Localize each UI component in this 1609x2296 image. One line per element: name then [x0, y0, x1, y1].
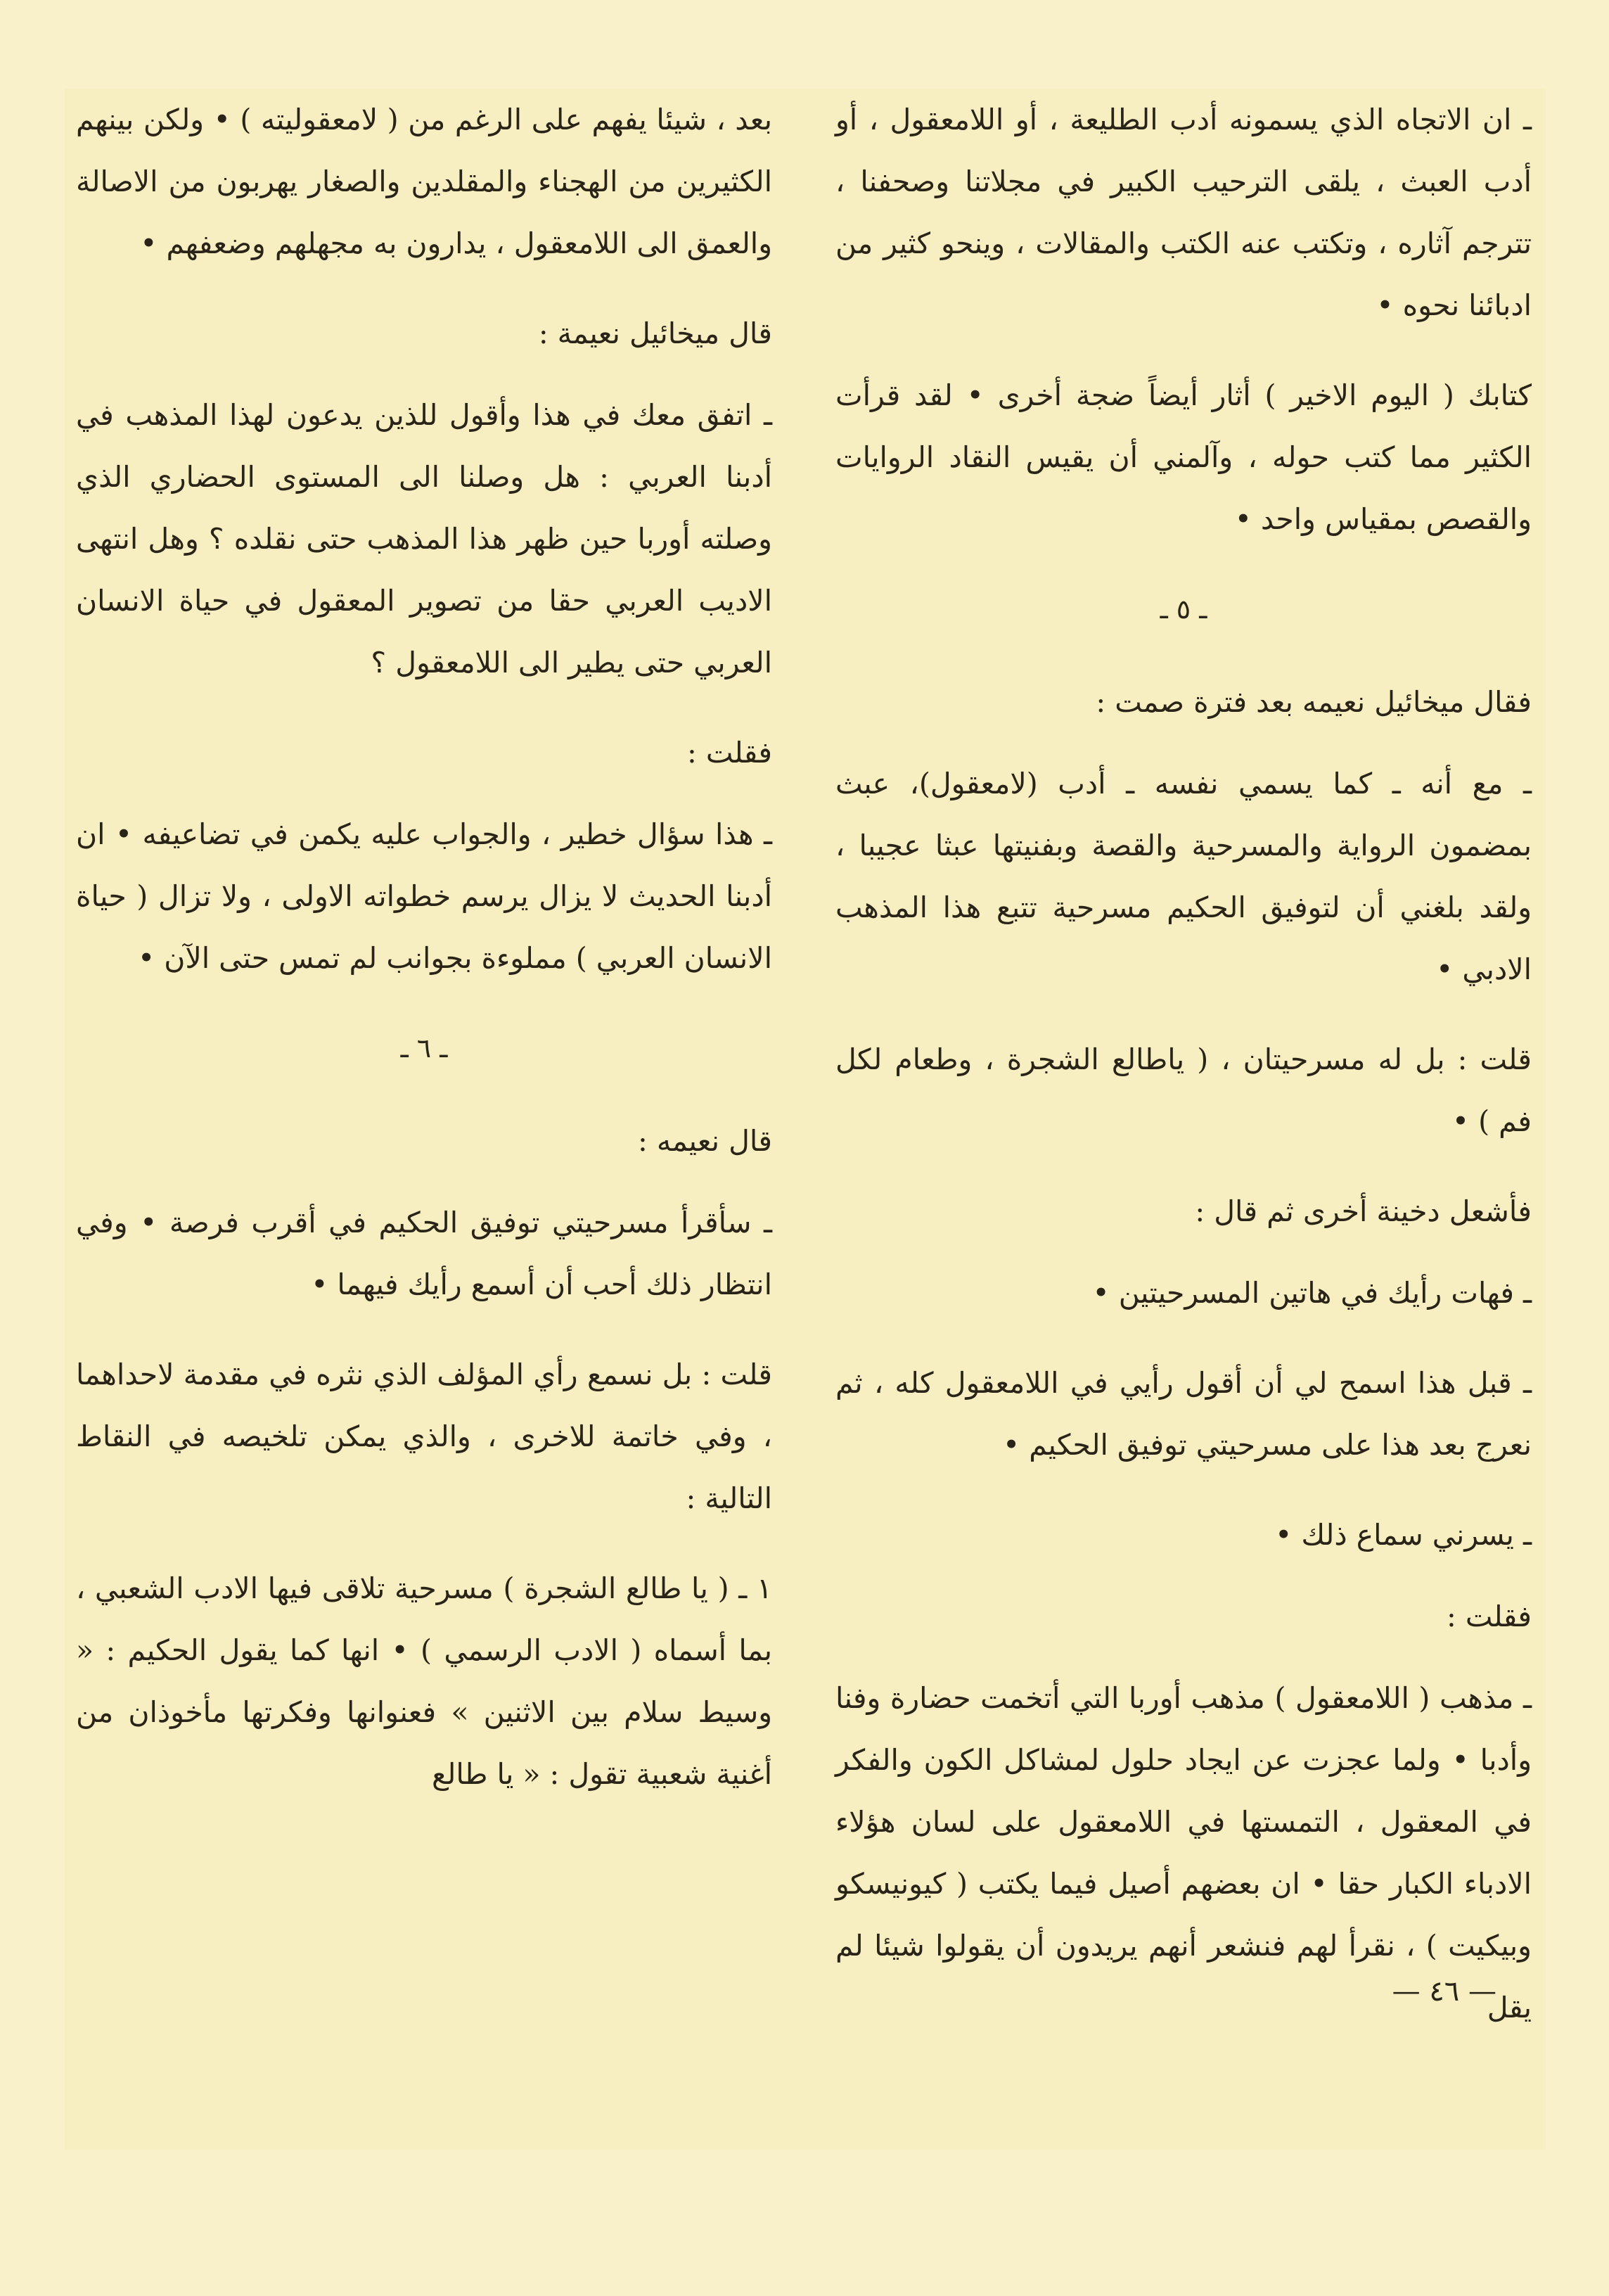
paragraph: كتابك ( اليوم الاخير ) أثار أيضاً ضجة أخرى • لقد قرأت الكثير مما كتب حوله ، وآلمني أن يقيس النقاد الروايات والقصص بمقياس واحد •: [835, 378, 1532, 536]
paragraph: ـ هذا سؤال خطير ، والجواب عليه يكمن في تضاعيفه • ان أدبنا الحديث لا يزال يرسم خطواته الاولى ، ولا تزال ( حياة الانسان العربي ) مملوءة بجوانب لم تمس حتى الآن •: [76, 817, 772, 975]
section-separator: ـ ٦ ـ: [400, 1033, 448, 1064]
paragraph: قلت : بل له مسرحيتان ، ( ياطالع الشجرة ، وطعام لكل فم ) •: [835, 1042, 1532, 1138]
page-number: — ٤٦ —: [1392, 1975, 1496, 2008]
right-column: [835, 89, 1532, 2067]
left-column: [76, 89, 772, 1833]
paragraph: فقلت :: [686, 736, 772, 770]
paragraph: فقال ميخائيل نعيمه بعد فترة صمت :: [1096, 685, 1532, 719]
paragraph: ـ مع أنه ـ كما يسمي نفسه ـ أدب (لامعقول)، عبث بمضمون الرواية والمسرحية والقصة وبفنيتها عبثا عجيبا ، ولقد بلغني أن لتوفيق الحكيم مسرحية تتبع هذا المذهب الادبي •: [835, 767, 1532, 986]
paragraph: قال ميخائيل نعيمة :: [538, 317, 772, 350]
paragraph: ـ اتفق معك في هذا وأقول للذين يدعون لهذا المذهب في أدبنا العربي : هل وصلنا الى المستوى الحضاري الذي وصلته أوربا حين ظهر هذا المذهب حتى نقلده ؟ وهل انتهى الاديب العربي حقا من تصوير المعقول في حياة الانسان العربي حتى يطير الى اللامعقول ؟: [76, 398, 772, 680]
book-page: [65, 89, 1546, 2150]
paragraph: فقلت :: [1446, 1600, 1532, 1633]
paragraph: ـ قبل هذا اسمح لي أن أقول رأيي في اللامعقول كله ، ثم نعرج بعد هذا على مسرحيتي توفيق الحكيم •: [835, 1366, 1532, 1462]
paragraph: بعد ، شيئا يفهم على الرغم من ( لامعقوليته ) • ولكن بينهم الكثيرين من الهجناء والمقلدين والصغار يهربون من الاصالة والعمق الى اللامعقول ، يدارون به مجهلهم وضعفهم •: [76, 103, 772, 260]
paragraph: ١ ـ ( يا طالع الشجرة ) مسرحية تلاقى فيها الادب الشعبي ، بما أسماه ( الادب الرسمي ) • انها كما يقول الحكيم : « وسيط سلام بين الاثنين » فعنوانها وفكرتها مأخوذان من أغنية شعبية تقول : « يا طالع: [76, 1571, 772, 1791]
paragraph: قال نعيمه :: [637, 1124, 772, 1158]
paragraph: ـ يسرني سماع ذلك •: [1275, 1518, 1532, 1552]
paragraph: ـ سأقرأ مسرحيتي توفيق الحكيم في أقرب فرصة • وفي انتظار ذلك أحب أن أسمع رأيك فيهما •: [76, 1206, 772, 1301]
paragraph: ـ مذهب ( اللامعقول ) مذهب أوربا التي أتخمت حضارة وفنا وأدبا • ولما عجزت عن ايجاد حلول لمشاكل الكون والفكر في المعقول ، التمستها في اللامعقول على لسان هؤلاء الادباء الكبار حقا • ان بعضهم أصيل فيما يكتب ( كيونيسكو وبيكيت ) ، نقرأ لهم فنشعر أنهم يريدون أن يقولوا شيئا لم يقل: [835, 1681, 1532, 2024]
paragraph: ـ ان الاتجاه الذي يسمونه أدب الطليعة ، أو اللامعقول ، أو أدب العبث ، يلقى الترحيب الكبير في مجلاتنا وصحفنا ، تترجم آثاره ، وتكتب عنه الكتب والمقالات ، وينحو كثير من ادبائنا نحوه •: [835, 103, 1532, 322]
paragraph: فأشعل دخينة أخرى ثم قال :: [1195, 1194, 1532, 1228]
section-separator: ـ ٥ ـ: [1160, 594, 1207, 625]
paragraph: ـ فهات رأيك في هاتين المسرحيتين •: [1092, 1276, 1532, 1310]
paragraph: قلت : بل نسمع رأي المؤلف الذي نثره في مقدمة لاحداهما ، وفي خاتمة للاخرى ، والذي يمكن تلخيصه في النقاط التالية :: [76, 1358, 772, 1515]
